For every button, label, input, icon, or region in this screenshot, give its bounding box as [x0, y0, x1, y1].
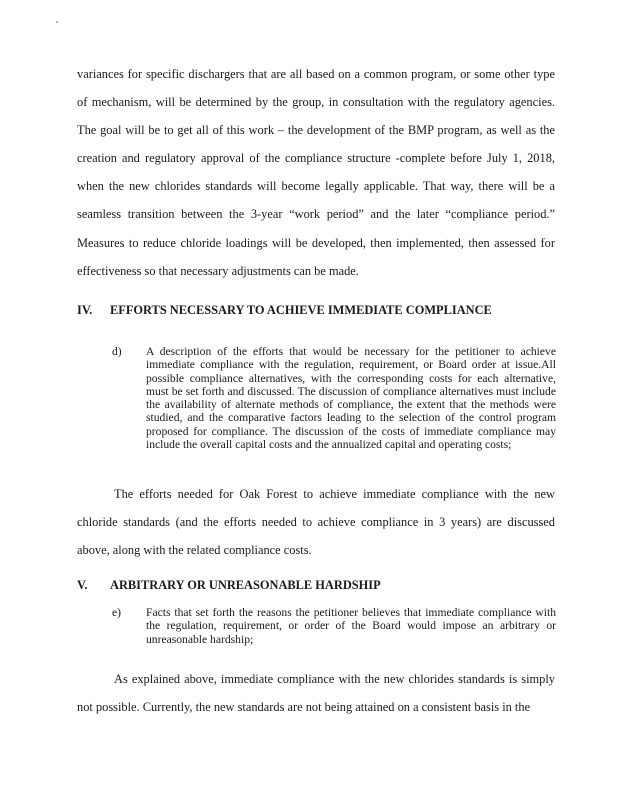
quote-text: A description of the efforts that would be necessary for the petitioner to achieve immediate compliance with the regulation, requirement, or Board order at issue.All possible compliance alternatives, with the corresponding costs for each alternative, must be set forth and discussed. The discussion of compliance alternatives must include the availability of alternate methods of compliance, the extent that the methods were studied, and the comparative factors leading to the selection of the control program proposed for compliance. The discussion of the costs of immediate compliance may include the overall capital costs and the annualized capital and operating costs; — [146, 345, 556, 452]
quote-text: Facts that set forth the reasons the petitioner believes that immediate compliance with the regulation, requirement, or order of the Board would impose an arbitrary or unreasonable hardship; — [146, 606, 556, 646]
section-number: IV. — [77, 303, 93, 317]
quote-marker: d) — [112, 345, 122, 358]
section-title: ARBITRARY OR UNREASONABLE HARDSHIP — [110, 578, 381, 592]
section-heading-iv — [77, 302, 557, 318]
regulation-quote-d — [112, 345, 556, 451]
scan-speck — [56, 21, 58, 23]
hardship-paragraph: As explained above, immediate compliance with the new chlorides standards is simply not possible. Currently, the new standards are not being attained on a consistent basis in the — [77, 672, 555, 715]
efforts-paragraph: The efforts needed for Oak Forest to achieve immediate compliance with the new chloride standards (and the efforts needed to achieve compliance in 3 years) are discussed above, along with the related compliance costs. — [77, 487, 555, 558]
section-number: V. — [77, 578, 88, 592]
quote-marker: e) — [112, 606, 122, 619]
regulation-quote-e — [112, 606, 556, 646]
section-heading-v — [77, 577, 557, 593]
continued-paragraph: variances for specific dischargers that are all based on a common program, or some other type of mechanism, will be determined by the group, in consultation with the regulatory agencies. The goal will be to get all of this work – the development of the BMP program, as well as the creation and regulatory approval of the compliance structure -complete before July 1, 2018, when the new chlorides standards will become legally applicable. That way, there will be a seamless transition between the 3-year “work period” and the later “compliance period.” Measures to reduce chloride loadings will be developed, then implemented, then assessed for effectiveness so that necessary adjustments can be made. — [77, 67, 555, 278]
section-title: EFFORTS NECESSARY TO ACHIEVE IMMEDIATE COMPLIANCE — [110, 303, 492, 317]
